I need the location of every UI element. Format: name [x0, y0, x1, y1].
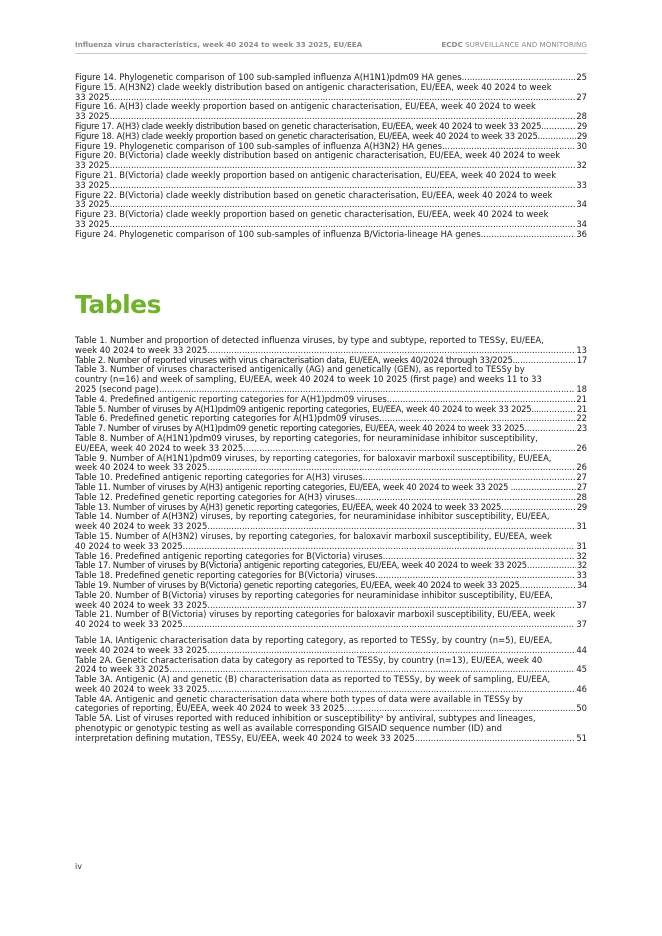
header-divider	[75, 53, 587, 54]
table-entry-page: 13	[576, 344, 587, 355]
figure-entry-text: Figure 14. Phylogenetic comparison of 100 sub-sampled influenza A(H1N1)pdm09 HA genes	[75, 72, 462, 82]
table-entry-page: 21	[576, 393, 587, 404]
dot-leader	[542, 132, 575, 142]
table-entry-text: Table 6. Predefined genetic reporting categories for A(H1)pdm09 viruses	[75, 413, 380, 424]
annex-table-entry-text: 2024 to week 33 2025	[75, 664, 170, 675]
table-entry-page: 32	[576, 560, 587, 571]
figure-entry-text: 33 2025	[75, 91, 110, 102]
annex-table-entry-text: Table 5A. List of viruses reported with reduced inhibition or susceptibilityᵃ by antiviral, subtypes and lineages,	[75, 713, 536, 724]
table-entry-text: Table 4. Predefined antigenic reporting categories for A(H1)pdm09 viruses.	[75, 393, 390, 404]
annex-table-entry[interactable]	[75, 656, 587, 676]
figure-entry[interactable]	[75, 102, 587, 122]
table-entry-page: 21	[576, 403, 587, 414]
figure-entry-text: Figure 16. A(H3) clade weekly proportion based on antigenic characterisation, EU/EEA, week 40 2024 to week	[75, 101, 536, 112]
figure-entry-text: Figure 19. Phylogenetic comparison of 100 sub-samples of influenza A(H3N2) HA genes	[75, 140, 442, 151]
page-number: iv	[75, 862, 82, 871]
figure-entry-line	[75, 151, 587, 161]
annex-table-entry-text: week 40 2024 to week 33 2025	[75, 683, 208, 694]
annex-table-entry-text: Table 3A. Antigenic (A) and genetic (B) characterisation data as reported to TESSy, by week of sampling, EU/EEA,	[75, 674, 551, 685]
annex-table-entry-page: 46	[576, 683, 587, 694]
table-entry-text: week 40 2024 to week 33 2025	[75, 599, 208, 610]
table-entry-page: 37	[576, 599, 587, 610]
table-entry-text: Table 9. Number of A(H1N1)pdm09 viruses, by reporting categories, for baloxavir marboxil susceptibility, EU/EEA,	[75, 452, 552, 463]
table-entry-text: 40 2024 to week 33 2025	[75, 619, 183, 630]
table-entry-page: 23	[576, 423, 587, 434]
annex-table-entry-page: 45	[576, 664, 587, 675]
figure-entry-text: 33 2025	[75, 179, 110, 190]
table-entry-page: 26	[576, 462, 587, 473]
figure-entry-page: 34	[576, 199, 587, 210]
table-entry-text: Table 16. Predefined antigenic reporting categories for B(Victoria) viruses	[75, 550, 383, 561]
figure-list	[75, 73, 587, 240]
table-entry-page: 26	[576, 442, 587, 453]
table-entry-page: 22	[576, 413, 587, 424]
table-entry-text: week 40 2024 to week 33 2025	[75, 462, 208, 473]
annex-table-entry[interactable]	[75, 695, 587, 715]
figure-entry-line	[75, 83, 587, 93]
figure-entry[interactable]	[75, 210, 587, 230]
figure-entry[interactable]	[75, 83, 587, 103]
table-entry-text: Table 19. Number of viruses by B(Victoria) genetic reporting categories, EU/EEA, week 40 2024 to week 33 2025	[75, 579, 520, 590]
table-entry-page: 32	[576, 550, 587, 561]
figure-entry[interactable]	[75, 191, 587, 211]
table-entry-text: Table 8. Number of A(H1N1)pdm09 viruses, by reporting categories, for neuraminidase inhibitor susceptibility,	[75, 432, 538, 443]
table-entry-text: Table 17. Number of viruses by B(Victoria) antigenic reporting categories, EU/EEA, week 40 2024 to week 33 2025	[75, 560, 527, 571]
table-list	[75, 336, 587, 744]
figure-entry-line	[75, 210, 587, 220]
dot-leader	[527, 561, 576, 571]
annex-table-entry[interactable]	[75, 636, 587, 656]
table-entry[interactable]	[75, 512, 587, 532]
table-entry-page: 31	[576, 540, 587, 551]
table-entry-line	[75, 620, 587, 630]
figure-entry-page: 34	[576, 218, 587, 229]
table-entry-page: 17	[576, 354, 587, 365]
annex-table-entry-text: phenotypic or genotypic testing as well as available corresponding GISAID sequence number (ID) and	[75, 723, 502, 734]
figure-entry-text: Figure 22. B(Victoria) clade weekly distribution based on genetic characterisation, EU/EEA, week 40 2024 to week	[75, 189, 553, 200]
figure-entry-line	[75, 230, 587, 240]
table-entry-page: 33	[576, 570, 587, 581]
annex-table-entry-page: 44	[576, 644, 587, 655]
table-entry-page: 29	[576, 501, 587, 512]
figure-entry-page: 27	[576, 91, 587, 102]
table-entry[interactable]	[75, 336, 587, 356]
figure-entry[interactable]	[75, 171, 587, 191]
table-entry[interactable]	[75, 532, 587, 552]
figure-entry-text: Figure 15. A(H3N2) clade weekly distribution based on antigenic characterisation, EU/EEA, week 40 2024 to week	[75, 81, 552, 92]
annex-table-entry-text: Table 2A. Genetic characterisation data by category as reported to TESSy, by country (n=13), EU/EEA, week 40	[75, 654, 543, 665]
dot-leader	[544, 122, 576, 132]
figure-entry-text: 33 2025	[75, 218, 110, 229]
figure-entry[interactable]	[75, 151, 587, 171]
table-entry-page: 27	[576, 481, 587, 492]
header-org	[441, 40, 587, 49]
figure-entry-text: Figure 20. B(Victoria) clade weekly distribution based on antigenic characterisation, EU/EEA, week 40 2024 to week	[75, 150, 561, 161]
table-entry[interactable]	[75, 434, 587, 454]
table-entry-text: Table 10. Predefined antigenic reporting categories for A(H3) viruses	[75, 472, 363, 483]
figure-entry-text: Figure 21. B(Victoria) clade weekly proportion based on antigenic characterisation, EU/EEA, week 40 2024 to week	[75, 169, 557, 180]
figure-entry-text: Figure 17. A(H3) clade weekly distribution based on genetic characterisation, EU/EEA, week 40 2024 to week 33 2025.	[75, 120, 544, 131]
figure-entry-text: 33 2025	[75, 160, 110, 171]
dot-leader	[481, 230, 576, 240]
running-header	[75, 40, 587, 54]
table-entry-page: 27	[576, 472, 587, 483]
figure-entry-line	[75, 171, 587, 181]
table-entry-text: Table 3. Number of viruses characterised antigenically (AG) and genetically (GEN), as reported to TESSy by	[75, 364, 525, 375]
table-entry-text: week 40 2024 to week 33 2025	[75, 521, 208, 532]
figure-entry-page: 33	[576, 179, 587, 190]
figure-entry-text: 33 2025	[75, 199, 110, 210]
table-entry-text: Table 2. Number of reported viruses with virus characterisation data, EU/EEA, weeks 40/2024 through 33/2025..	[75, 354, 518, 365]
annex-table-entry[interactable]	[75, 675, 587, 695]
table-entry[interactable]	[75, 610, 587, 630]
annex-table-entry-text: Table 4A. Antigenic and genetic characterisation data where both types of data were available in TESSy by	[75, 693, 523, 704]
header-title: Influenza virus characteristics, week 40 2024 to week 33 2025, EU/EEA	[75, 40, 363, 49]
figure-entry-line	[75, 102, 587, 112]
table-entry-text: Table 21. Number of B(Victoria) viruses by reporting categories for baloxavir marboxil susceptibility, EU/EEA, week	[75, 609, 556, 620]
table-entry-text: Table 7. Number of viruses by A(H1)pdm09 genetic reporting categories, EU/EEA, week 40 2024 to week 33 2025	[75, 423, 525, 434]
table-entry-text: week 40 2024 to week 33 2025	[75, 344, 208, 355]
figure-entry-line	[75, 191, 587, 201]
annex-table-entry-line	[75, 734, 587, 744]
table-entry-text: Table 13. Number of viruses by A(H3) genetic reporting categories, EU/EEA, week 40 2024 to week 33 2025	[75, 501, 502, 512]
annex-table-entry-page: 51	[576, 732, 587, 743]
table-entry-text: Table 11. Number of viruses by A(H3) antigenic reporting categories, EU/EEA, week 40 2024 to week 33 2025 ...	[75, 481, 518, 492]
figure-entry-text: Figure 24. Phylogenetic comparison of 100 sub-samples of influenza B/Victoria-lineage HA genes	[75, 228, 481, 239]
annex-table-entry-text: categories of reporting, EU/EEA, week 40 2024 to week 33 2025	[75, 703, 345, 714]
table-entry-text: Table 12. Predefined genetic reporting categories for A(H3) viruses	[75, 491, 355, 502]
annex-table-entry-text: Table 1A. IAntigenic characterisation data by reporting category, as reported to TESSy, by country (n=5), EU/EEA,	[75, 634, 553, 645]
table-entry-text: Table 5. Number of viruses by A(H1)pdm09 antigenic reporting categories, EU/EEA, week 40 2024 to week 33 2025....	[75, 403, 541, 414]
dot-leader	[517, 356, 575, 366]
table-entry-text: 2025 (second page)	[75, 383, 159, 394]
figure-entry[interactable]	[75, 230, 587, 240]
table-entry-text: Table 15. Number of A(H3N2) viruses, by reporting categories, for baloxavir marboxil susceptibility, EU/EEA, week	[75, 530, 553, 541]
table-entry-page: 31	[576, 521, 587, 532]
table-entry-text: Table 1. Number and proportion of detected influenza viruses, by type and subtype, reported to TESSy, EU/EEA,	[75, 335, 544, 345]
header-org-bold: ECDC	[441, 40, 463, 49]
figure-entry-page: 36	[576, 228, 587, 239]
table-entry-text: country (n=16) and week of sampling, EU/EEA, week 40 2024 to week 10 2025 (first page) and weeks 11 to 33	[75, 374, 542, 385]
dot-leader	[518, 483, 576, 493]
figure-entry-page: 28	[576, 111, 587, 122]
table-entry-page: 37	[576, 619, 587, 630]
table-entry[interactable]	[75, 365, 587, 394]
figure-entry-text: 33 2025	[75, 111, 110, 122]
dot-leader	[415, 734, 576, 744]
dot-leader	[183, 620, 576, 630]
table-entry[interactable]	[75, 591, 587, 611]
figure-entry-page: 29	[576, 120, 587, 131]
figure-entry-page: 30	[576, 140, 587, 151]
figure-entry-page: 29	[576, 130, 587, 141]
header-org-rest: SURVEILLANCE AND MONITORING	[462, 40, 587, 49]
annex-table-entry-page: 50	[576, 703, 587, 714]
table-entry-text: 40 2024 to week 33 2025	[75, 540, 183, 551]
figure-entry-page: 25	[576, 72, 587, 82]
annex-table-entry-text: interpretation defining mutation, TESSy, EU/EEA, week 40 2024 to week 33 2025	[75, 732, 415, 743]
table-entry[interactable]	[75, 454, 587, 474]
annex-table-entry-text: week 40 2024 to week 33 2025	[75, 644, 208, 655]
table-entry-page: 28	[576, 491, 587, 502]
table-entry-text: EU/EEA, week 40 2024 to week 33 2025	[75, 442, 244, 453]
annex-table-entry[interactable]	[75, 714, 587, 743]
figure-entry-page: 32	[576, 160, 587, 171]
table-entry-text: Table 18. Predefined genetic reporting categories for B(Victoria) viruses	[75, 570, 376, 581]
figure-entry-text: Figure 23. B(Victoria) clade weekly proportion based on genetic characterisation, EU/EEA, week 40 2024 to week	[75, 209, 549, 220]
table-entry-page: 18	[576, 383, 587, 394]
tables-heading: Tables	[75, 290, 162, 319]
dot-leader	[541, 405, 576, 415]
table-entry-text: Table 20. Number of B(Victoria) viruses by reporting categories for neuraminidase inhibitor susceptibility, EU/EEA,	[75, 589, 553, 600]
table-entry-page: 34	[576, 579, 587, 590]
table-entry-text: Table 14. Number of A(H3N2) viruses, by reporting categories, for neuraminidase inhibitor susceptibility, EU/EEA,	[75, 511, 550, 522]
figure-entry-text: Figure 18. A(H3) clade weekly proportion based on genetic characterisation, EU/EEA, week 40 2024 to week 33 2025..	[75, 130, 543, 141]
